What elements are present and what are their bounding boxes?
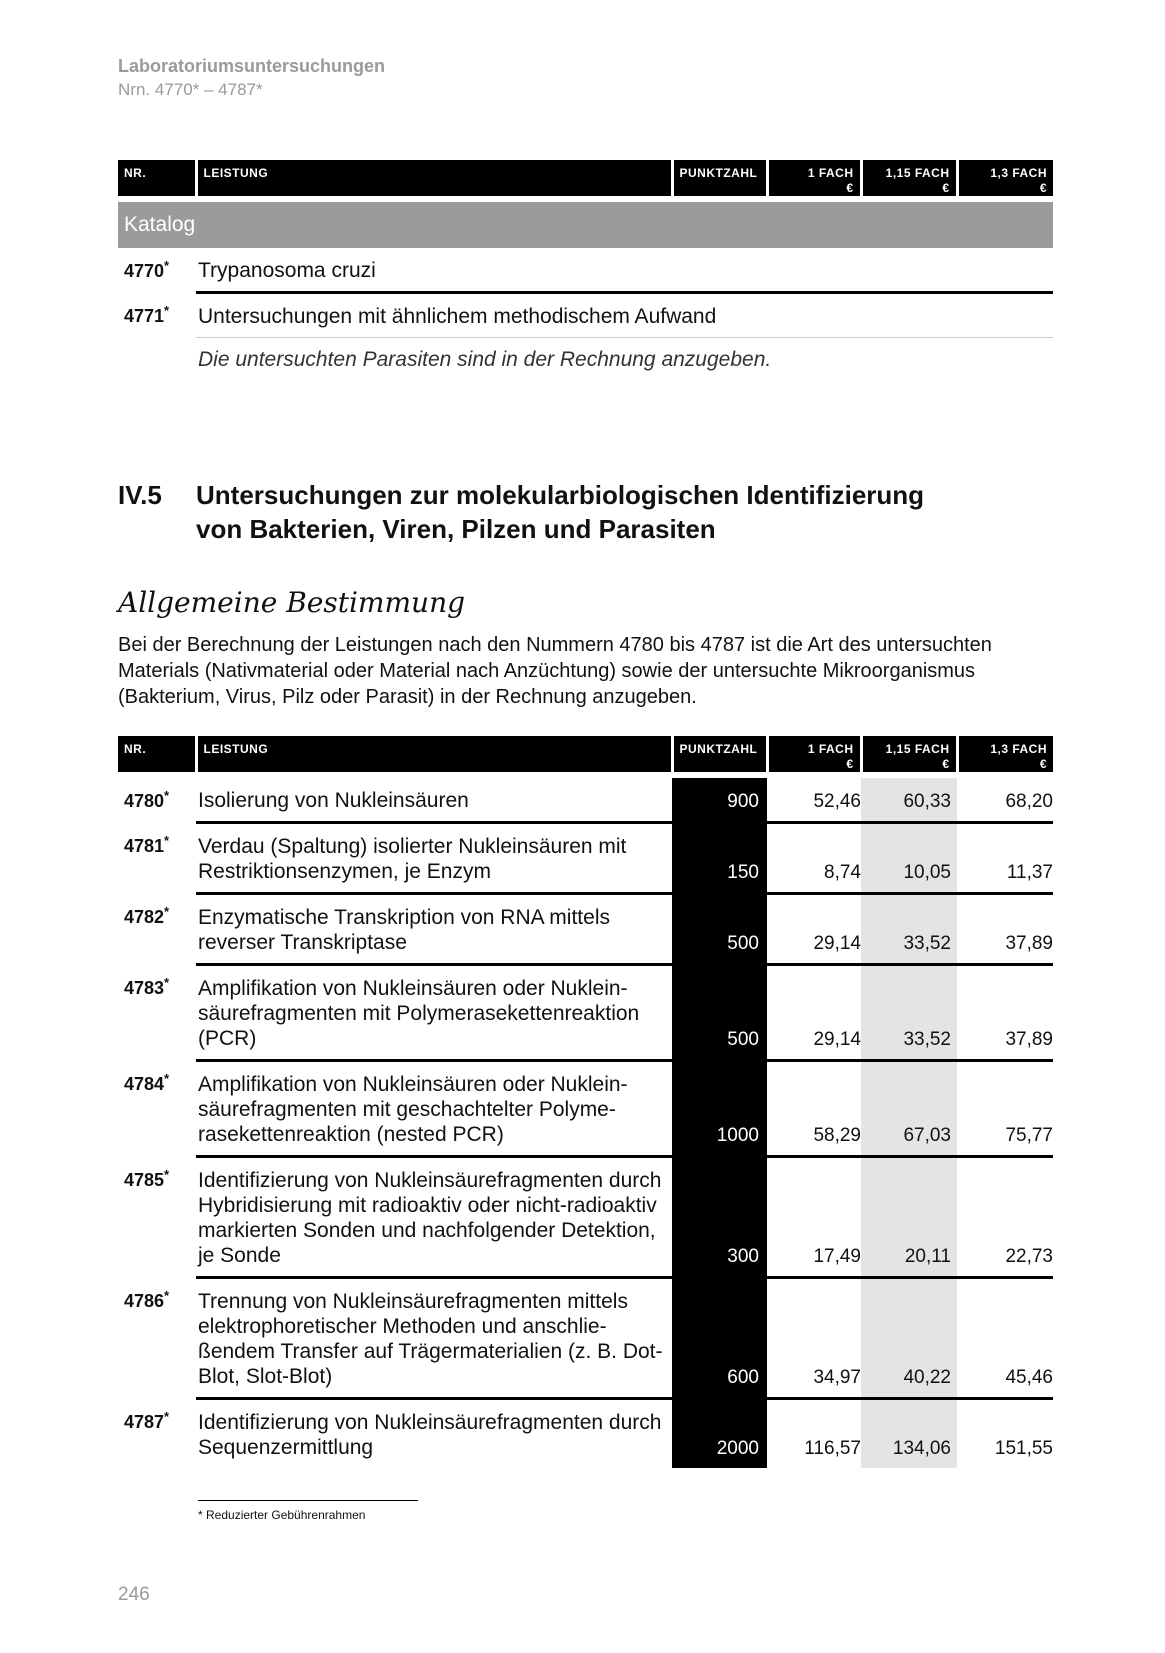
table-row <box>118 823 1053 894</box>
row-115fach: 10,05 <box>861 823 957 894</box>
row-punktzahl: 150 <box>672 823 767 894</box>
leistungen-table <box>118 736 1053 1468</box>
table-row <box>118 248 1053 293</box>
katalog-label: Katalog <box>118 202 1053 248</box>
table-header <box>118 160 1053 196</box>
row-nr: 4781* <box>124 832 170 856</box>
row-1fach: 52,46 <box>767 778 861 823</box>
row-115fach: 134,06 <box>861 1399 957 1469</box>
table-row <box>118 778 1053 823</box>
col-nr: NR. <box>118 736 196 772</box>
row-leistung: Trennung von Nukleinsäurefragmenten mittels elektrophoretischer Methoden und anschlie-ßendem Transfer auf Trägermaterialien (z. B. Dot-Blot, Slot-Blot) <box>196 1278 672 1399</box>
katalog-band <box>118 202 1053 248</box>
table-row <box>118 1157 1053 1278</box>
row-13fach: 37,89 <box>957 965 1053 1061</box>
row-13fach: 75,77 <box>957 1061 1053 1157</box>
row-13fach: 22,73 <box>957 1157 1053 1278</box>
section-number: IV.5 <box>118 480 162 510</box>
row-nr: 4771* <box>124 302 170 326</box>
col-punktzahl: PUNKTZAHL <box>672 160 767 196</box>
table-row <box>118 293 1053 338</box>
row-leistung: Trypanosoma cruzi <box>196 248 1053 293</box>
running-head <box>118 54 385 102</box>
row-115fach: 33,52 <box>861 894 957 965</box>
table-row <box>118 1278 1053 1399</box>
header-range: Nrn. 4770* – 4787* <box>118 80 263 99</box>
row-nr: 4783* <box>124 974 170 998</box>
row-13fach: 68,20 <box>957 778 1053 823</box>
row-punktzahl: 1000 <box>672 1061 767 1157</box>
allgemeine-text: Bei der Berechnung der Leistungen nach den Nummern 4780 bis 4787 ist die Art des untersuchten Materials (Nativmaterial oder Material nach Anzüchtung) sowie der untersuchte Mikroorganismus (Bakterium, Virus, Pilz oder Parasit) in der Rechnung anzugeben. <box>118 634 992 708</box>
row-13fach: 151,55 <box>994 1438 1053 1459</box>
row-1fach: 29,14 <box>767 894 861 965</box>
row-115fach: 33,52 <box>861 965 957 1061</box>
page-number: 246 <box>118 1584 150 1605</box>
row-leistung: Untersuchungen mit ähnlichem methodischem Aufwand <box>196 293 1053 338</box>
table-row <box>118 1061 1053 1157</box>
row-nr: 4780* <box>124 788 170 811</box>
header-title: Laboratoriumsuntersuchungen <box>118 56 386 76</box>
row-1fach: 116,57 <box>804 1438 861 1459</box>
col-115fach: 1,15 FACH € <box>861 736 957 772</box>
katalog-table <box>118 160 1053 372</box>
row-13fach: 11,37 <box>957 823 1053 894</box>
table-row <box>118 1399 1053 1469</box>
row-1fach: 29,14 <box>767 965 861 1061</box>
row-punktzahl: 600 <box>672 1278 767 1399</box>
footnote: * Reduzierter Gebührenrahmen <box>198 1508 366 1522</box>
col-leistung: LEISTUNG <box>196 736 672 772</box>
row-leistung: Amplifikation von Nukleinsäuren oder Nuklein-säurefragmenten mit geschachtelter Polyme-rasekettenreaktion (nested PCR) <box>196 1061 672 1157</box>
table-row <box>118 965 1053 1061</box>
row-115fach: 20,11 <box>861 1157 957 1278</box>
row-punktzahl: 900 <box>672 778 767 823</box>
section-title: Untersuchungen zur molekularbiologischen Identifizierung von Bakterien, Viren, Pilzen und Parasiten <box>196 480 925 544</box>
row-leistung: Verdau (Spaltung) isolierter Nukleinsäuren mit Restriktionsenzymen, je Enzym <box>196 823 672 894</box>
row-leistung: Identifizierung von Nukleinsäurefragmenten durch Hybridisierung mit radioaktiv oder nicht-radioaktiv markierten Sonden und nachfolgender Detektion, je Sonde <box>196 1157 672 1278</box>
col-nr: NR. <box>118 160 196 196</box>
row-115fach: 40,22 <box>861 1278 957 1399</box>
row-leistung: Enzymatische Transkription von RNA mittels reverser Transkriptase <box>196 894 672 965</box>
table-header <box>118 736 1053 772</box>
row-punktzahl: 500 <box>672 965 767 1061</box>
col-punktzahl: PUNKTZAHL <box>672 736 767 772</box>
row-13fach: 37,89 <box>957 894 1053 965</box>
footnote-divider <box>198 1500 418 1501</box>
row-leistung: Isolierung von Nukleinsäuren <box>196 778 672 823</box>
row-punktzahl: 500 <box>672 894 767 965</box>
row-nr: 4787* <box>124 1408 170 1432</box>
row-1fach: 58,29 <box>767 1061 861 1157</box>
col-1fach: 1 FACH € <box>767 736 861 772</box>
table-row <box>118 894 1053 965</box>
row-1fach: 34,97 <box>767 1278 861 1399</box>
col-leistung: LEISTUNG <box>196 160 672 196</box>
row-13fach: 45,46 <box>957 1278 1053 1399</box>
col-115fach: 1,15 FACH € <box>861 160 957 196</box>
row-1fach: 8,74 <box>767 823 861 894</box>
col-13fach: 1,3 FACH € <box>957 736 1053 772</box>
row-punktzahl: 300 <box>672 1157 767 1278</box>
row-nr: 4770* <box>124 258 170 281</box>
col-1fach: 1 FACH € <box>767 160 861 196</box>
row-nr: 4785* <box>124 1166 170 1190</box>
row-punktzahl: 2000 <box>672 1399 767 1469</box>
row-nr: 4782* <box>124 903 170 927</box>
row-1fach: 17,49 <box>767 1157 861 1278</box>
row-nr: 4786* <box>124 1287 170 1311</box>
row-115fach: 60,33 <box>861 778 957 823</box>
row-nr: 4784* <box>124 1070 170 1094</box>
row-leistung: Amplifikation von Nukleinsäuren oder Nuklein-säurefragmenten mit Polymerasekettenreaktion (PCR) <box>196 965 672 1061</box>
allgemeine-title: Allgemeine Bestimmung <box>118 586 466 619</box>
row-115fach: 67,03 <box>861 1061 957 1157</box>
row-leistung: Identifizierung von Nukleinsäurefragmenten durch Sequenzermittlung <box>198 1411 662 1459</box>
katalog-note: Die untersuchten Parasiten sind in der Rechnung anzugeben. <box>198 348 772 371</box>
col-13fach: 1,3 FACH € <box>957 160 1053 196</box>
